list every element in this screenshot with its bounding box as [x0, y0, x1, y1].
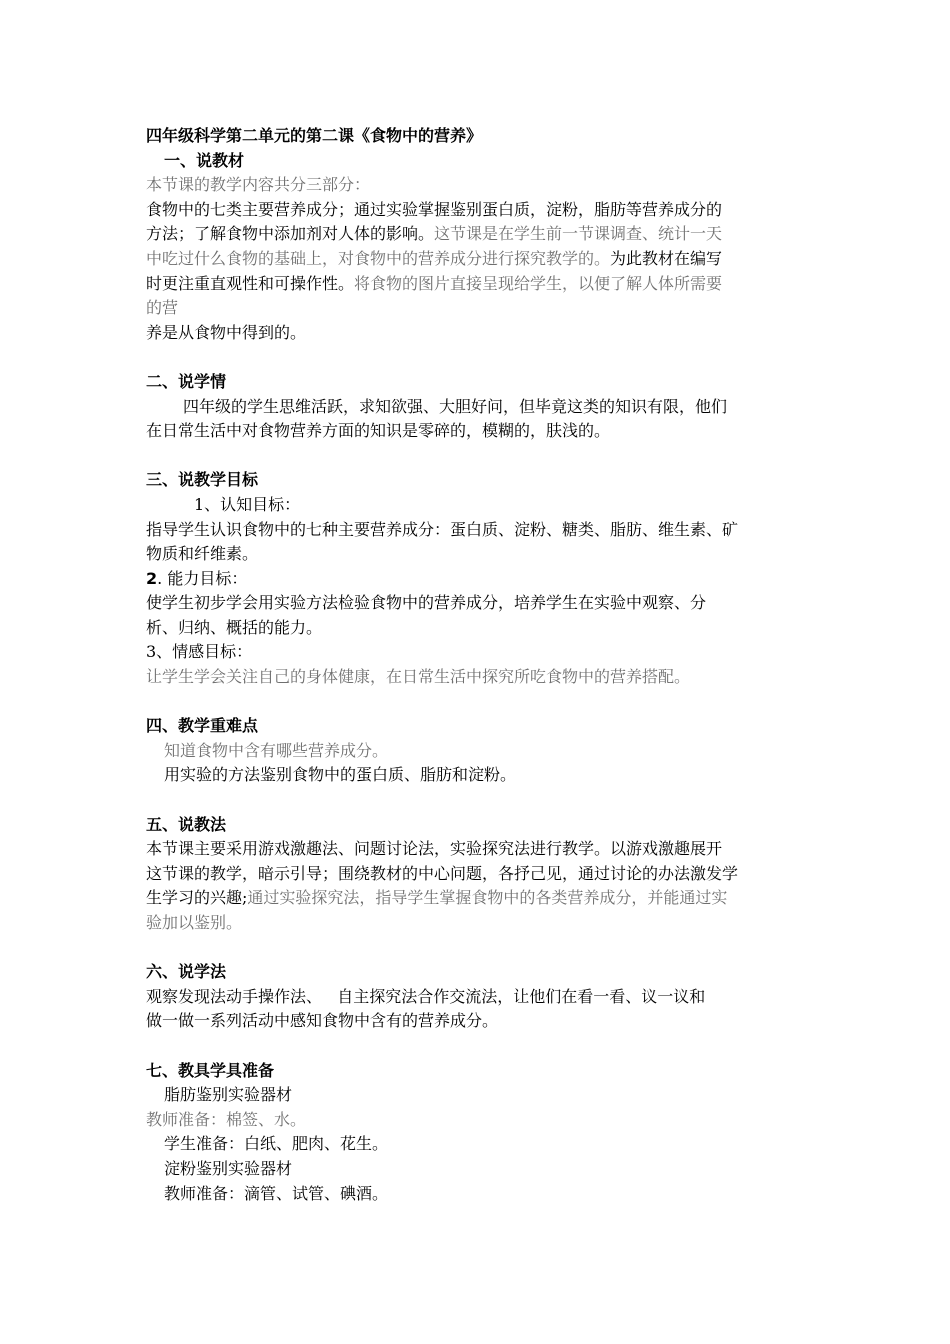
paragraph-line: 的营	[146, 298, 179, 318]
goal-label-ability: 2. 能力目标：	[146, 568, 248, 588]
goal-label-cognitive: 1、认知目标：	[194, 494, 301, 514]
section-heading-2: 二、说学情	[146, 371, 227, 391]
paragraph-line: 四年级的学生思维活跃，求知欲强、大胆好问，但毕竟这类的知识有限，他们	[183, 396, 728, 416]
paragraph-line: 在日常生活中对食物营养方面的知识是零碎的，模糊的，肤浅的。	[146, 421, 611, 441]
paragraph-line: 验加以鉴别。	[146, 913, 243, 932]
list-item: 淀粉鉴别实验器材	[164, 1158, 293, 1178]
paragraph-line: 观察发现法动手操作法、 自主探究法合作交流法，让他们在看一看、议一议和	[146, 986, 706, 1006]
paragraph-line: 析、归纳、概括的能力。	[146, 617, 323, 637]
doc-title: 四年级科学第二单元的第二课《食物中的营养》	[146, 126, 483, 145]
paragraph-line: 这节课的教学，暗示引导；围绕教材的中心问题，各抒己见，通过讨论的办法激发学	[146, 863, 739, 883]
paragraph-line: 让学生学会关注自己的身体健康，在日常生活中探究所吃食物中的营养搭配。	[146, 667, 691, 687]
paragraph-line: 本节课的教学内容共分三部分：	[146, 175, 371, 195]
goal-label-emotion: 3、情感目标：	[146, 642, 253, 662]
section-heading-6: 六、说学法	[146, 962, 227, 982]
section-heading-1: 一、说教材	[164, 150, 245, 170]
list-item: 教师准备：棉签、水。	[146, 1109, 307, 1129]
paragraph-line: 本节课主要采用游戏激趣法、问题讨论法，实验探究法进行教学。以游戏激趣展开	[146, 839, 723, 859]
section-heading-7: 七、教具学具准备	[146, 1060, 275, 1080]
paragraph-line: 养是从食物中得到的。	[146, 322, 307, 342]
list-item: 脂肪鉴别实验器材	[164, 1085, 293, 1105]
paragraph-line: 食物中的七类主要营养成分；通过实验掌握鉴别蛋白质，淀粉，脂肪等营养成分的	[146, 199, 723, 219]
paragraph-line: 生学习的兴趣;通过实验探究法，指导学生掌握食物中的各类营养成分，并能通过实	[146, 888, 728, 908]
paragraph-line: 时更注重直观性和可操作性。将食物的图片直接呈现给学生，以便了解人体所需要	[146, 273, 723, 293]
paragraph-line: 做一做一系列活动中感知食物中含有的营养成分。	[146, 1011, 499, 1031]
paragraph-line: 知道食物中含有哪些营养成分。	[164, 740, 389, 760]
paragraph-line: 指导学生认识食物中的七种主要营养成分：蛋白质、淀粉、糖类、脂肪、维生素、矿	[146, 519, 739, 539]
list-item: 学生准备：白纸、肥肉、花生。	[164, 1134, 389, 1154]
paragraph-line: 用实验的方法鉴别食物中的蛋白质、脂肪和淀粉。	[164, 765, 517, 785]
paragraph-line: 使学生初步学会用实验方法检验食物中的营养成分，培养学生在实验中观察、分	[146, 593, 707, 613]
paragraph-line: 中吃过什么食物的基础上，对食物中的营养成分进行探究教学的。为此教材在编写	[146, 248, 723, 268]
section-heading-4: 四、教学重难点	[146, 716, 259, 736]
paragraph-line: 方法；了解食物中添加剂对人体的影响。这节课是在学生前一节课调查、统计一天	[146, 224, 723, 244]
list-item: 教师准备：滴管、试管、碘酒。	[164, 1183, 389, 1203]
section-heading-3: 三、说教学目标	[146, 470, 259, 490]
document-page	[146, 124, 810, 1206]
section-heading-5: 五、说教法	[146, 814, 227, 834]
paragraph-line: 物质和纤维素。	[146, 544, 259, 564]
